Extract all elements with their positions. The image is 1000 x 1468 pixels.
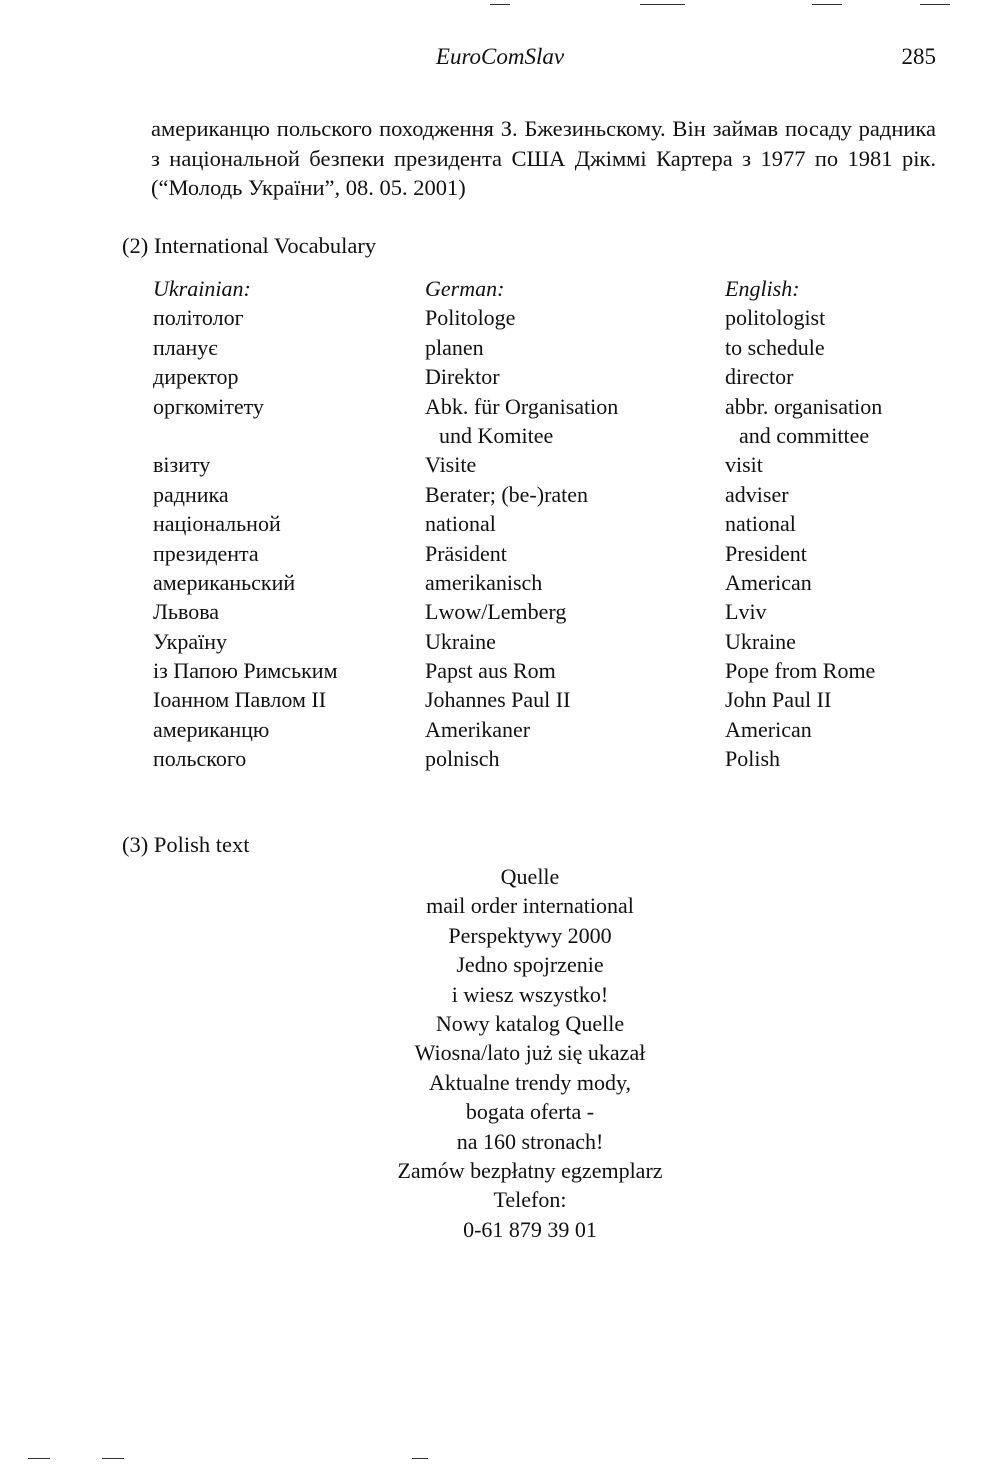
vocab-cell-en: Ukraine [725, 628, 796, 654]
vocab-cell-uk: радника [153, 481, 229, 507]
ad-line: na 160 stronach! [456, 1128, 604, 1154]
vocab-cell-de: Lwow/Lemberg [425, 599, 567, 625]
vocab-cell-en: American [725, 716, 812, 742]
vocab-cell-en: American [725, 569, 812, 595]
ad-line: Wiosna/lato już się ukazał [414, 1040, 646, 1066]
vocab-cell-en: and committee [739, 422, 870, 448]
scan-mark [640, 4, 685, 5]
vocab-cell-de: national [425, 511, 496, 537]
vocab-cell-uk: оргкомітету [153, 393, 264, 419]
vocab-cell-uk: планує [153, 334, 218, 360]
vocab-cell-de: amerikanisch [425, 569, 543, 595]
section-heading-polish-text: (3) Polish text [122, 832, 250, 857]
vocab-cell-en: adviser [725, 481, 789, 507]
vocab-cell-uk: Україну [153, 628, 227, 654]
ad-line: Nowy katalog Quelle [435, 1011, 625, 1037]
ad-line: bogata oferta - [465, 1099, 595, 1125]
vocab-cell-en: President [725, 540, 807, 566]
column-header-english: English: [725, 276, 800, 301]
vocab-cell-de: Berater; (be-)raten [425, 481, 589, 507]
vocab-cell-de: Präsident [425, 540, 507, 566]
page-number: 285 [901, 44, 936, 69]
column-ukrainian [153, 274, 338, 774]
column-english [725, 274, 882, 774]
vocab-cell-de: Ukraine [425, 628, 496, 654]
vocab-cell-uk: американьский [153, 569, 296, 595]
scan-mark [490, 4, 510, 5]
vocab-cell-uk: американцю [153, 716, 270, 742]
running-header-title: EuroComSlav [435, 44, 565, 69]
vocab-cell-en: to schedule [725, 334, 825, 360]
vocab-cell-de: polnisch [425, 746, 500, 772]
column-header-german: German: [425, 276, 505, 301]
vocab-cell-uk: президента [153, 540, 259, 566]
vocab-cell-de: Visite [425, 452, 477, 478]
vocab-cell-en: abbr. organisation [725, 393, 883, 419]
column-german [425, 274, 618, 774]
vocab-cell-uk: візиту [153, 452, 211, 478]
vocab-cell-uk: директор [153, 364, 239, 390]
ad-line: Zamów bezpłatny egzemplarz [397, 1158, 663, 1184]
ad-line: i wiesz wszystko! [451, 981, 609, 1007]
vocab-cell-en: Pope from Rome [725, 658, 876, 684]
ad-line: mail order international [426, 893, 634, 919]
vocab-cell-uk: із Папою Римським [153, 658, 338, 684]
vocab-cell-de: Direktor [425, 364, 500, 390]
vocab-cell-de: und Komitee [439, 422, 554, 448]
section-heading-vocabulary: (2) International Vocabulary [122, 233, 377, 258]
vocab-cell-en: politologist [725, 305, 826, 331]
column-header-ukrainian: Ukrainian: [153, 276, 251, 301]
body-paragraph: американцю польского походження З. Бжезиньскому. Він займав посаду радника з національной безпеки президента США Джіммі Картера з 1977 по 1981 рік. (“Молодь України”, 08. 05. 2001) [151, 116, 936, 200]
vocab-cell-en: Lviv [725, 599, 767, 625]
vocab-cell-de: Papst aus Rom [425, 658, 556, 684]
ad-line: Telefon: [493, 1187, 567, 1213]
ad-line: Perspektywy 2000 [448, 922, 612, 948]
polish-ad-text [330, 862, 730, 1244]
vocab-cell-en: national [725, 511, 796, 537]
ad-line: Quelle [500, 864, 560, 889]
scan-mark [102, 1458, 124, 1459]
scan-mark [412, 1458, 428, 1459]
vocab-cell-uk: Львова [153, 599, 220, 625]
vocab-cell-en: John Paul II [725, 687, 832, 713]
ad-line: Jedno spojrzenie [456, 952, 604, 978]
vocab-cell-en: Polish [725, 746, 781, 772]
vocab-cell-uk: польского [153, 746, 247, 772]
scan-mark [28, 1458, 50, 1459]
vocab-cell-uk: політолог [153, 305, 244, 331]
scan-mark [920, 4, 950, 5]
ad-line: Aktualne trendy mody, [428, 1069, 632, 1095]
vocab-cell-de: Johannes Paul II [425, 687, 571, 713]
vocab-cell-uk: національной [153, 511, 281, 537]
vocab-cell-de: Politologe [425, 305, 516, 331]
vocab-cell-de: Abk. für Organisation [425, 393, 619, 419]
vocab-cell-uk: Іоанном Павлом ІІ [153, 687, 327, 713]
vocab-cell-en: director [725, 364, 794, 390]
vocab-cell-de: Amerikaner [425, 716, 531, 742]
scan-mark [812, 4, 842, 5]
ad-line: 0-61 879 39 01 [463, 1216, 597, 1242]
vocab-cell-en: visit [725, 452, 763, 478]
vocab-cell-de: planen [425, 334, 484, 360]
vocab-cell-uk [153, 421, 338, 450]
